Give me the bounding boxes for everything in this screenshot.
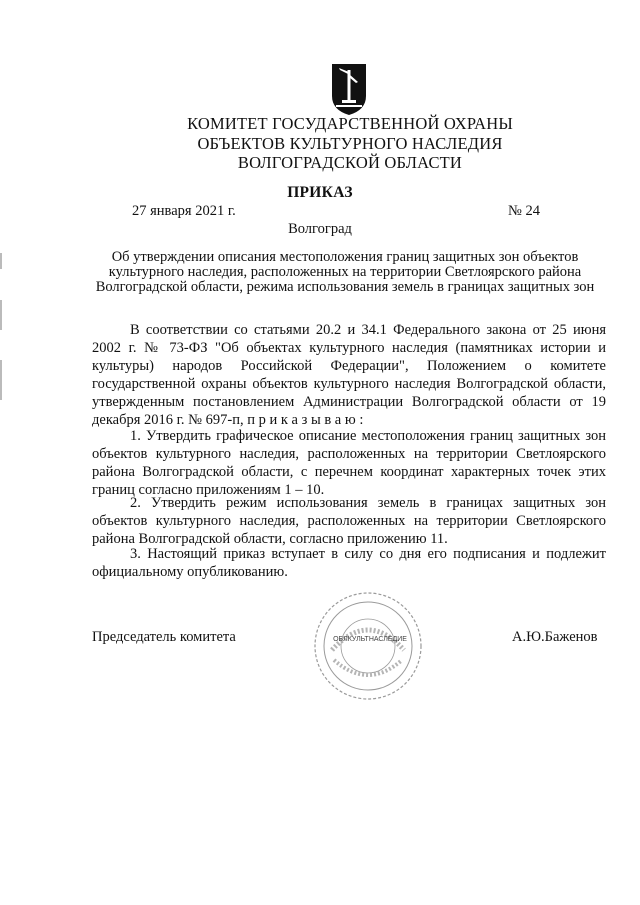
org-name-line-2: ОБЪЕКТОВ КУЛЬТУРНОГО НАСЛЕДИЯ: [197, 134, 503, 153]
signatory-title: Председатель комитета: [92, 629, 236, 645]
body-paragraph-item-3: 3. Настоящий приказ вступает в силу со дня его подписания и подлежит официальному опубликованию.: [92, 546, 606, 580]
order-date: 27 января 2021 г.: [132, 203, 236, 219]
scan-edge-mark: [0, 360, 2, 400]
body-paragraph-preamble: В соответствии со статьями 20.2 и 34.1 Федерального закона от 25 июня 2002 г. № 73-ФЗ "Об объектах культурного наследия (памятниках истории и культуры) народов Российской Федерации", Положением о комитете государственной охраны объектов культурного наследия Волгоградской области, утвержденным постановлением Администрации Волгоградской области от 19 декабря 2016 г. № 697-п, п р и к а з ы в а ю :: [92, 322, 606, 428]
scan-edge-mark: [0, 300, 2, 330]
scan-edge-mark: [0, 253, 2, 269]
order-number: № 24: [508, 203, 540, 219]
org-name-line-3: ВОЛГОГРАДСКОЙ ОБЛАСТИ: [237, 153, 463, 172]
official-seal-stamp: [312, 590, 424, 702]
document-type: ПРИКАЗ: [287, 184, 353, 201]
body-paragraph-item-2: 2. Утвердить режим использования земель в границах защитных зон объектов культурного наследия, расположенных на территории Светлоярского района Волгоградской области, согласно приложению 11.: [92, 495, 606, 547]
volgograd-emblem-icon: [330, 62, 368, 116]
org-name-line-1: КОМИТЕТ ГОСУДАРСТВЕННОЙ ОХРАНЫ: [187, 114, 513, 133]
order-subject: Об утверждении описания местоположения границ защитных зон объектов культурного наследия, расположенных на территории Светлоярского района Волгоградской области, режима использования земель в границах защитных зон: [95, 249, 595, 295]
signatory-name: А.Ю.Баженов: [512, 629, 598, 645]
order-city: Волгоград: [288, 221, 352, 237]
body-paragraph-item-1: 1. Утвердить графическое описание местоположения границ защитных зон объектов культурного наследия, расположенных на территории Светлоярского района Волгоградской области, с перечнем координат характерных точек этих границ согласно приложениям 1 – 10.: [92, 428, 606, 498]
stamp-center-text: ОБЛКУЛЬТНАСЛЕДИЕ: [333, 636, 407, 643]
